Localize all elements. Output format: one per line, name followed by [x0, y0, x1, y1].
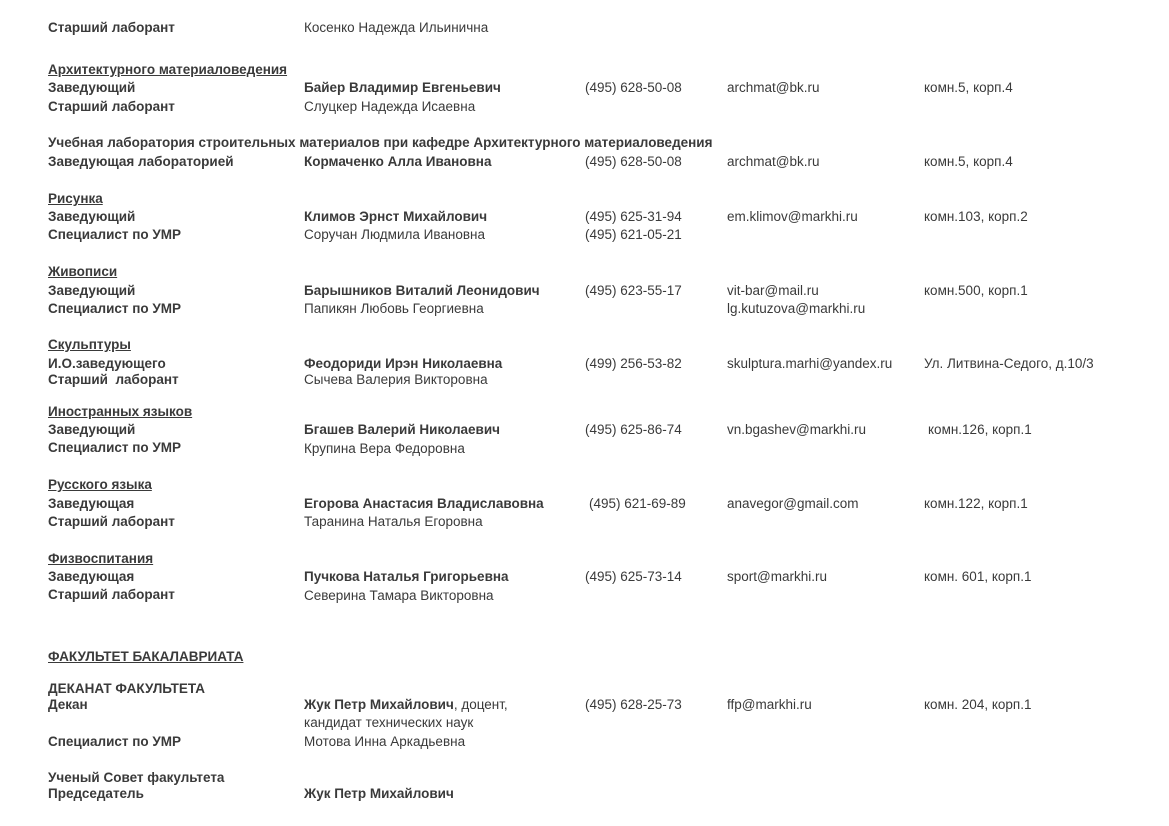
phone-number: (495) 625-86-74: [585, 422, 682, 437]
deanery-heading: ДЕКАНАТ ФАКУЛЬТЕТА: [48, 681, 206, 696]
department-heading: Иностранных языков: [48, 404, 193, 419]
person-name: Кормаченко Алла Ивановна: [304, 154, 492, 169]
person-name: Климов Эрнст Михайлович: [304, 209, 488, 224]
department-heading: Физвоспитания: [48, 551, 154, 566]
room-location: комн.122, корп.1: [924, 496, 1028, 511]
council-heading: Ученый Совет факультета: [48, 770, 225, 785]
position-label: Заведующий: [48, 209, 136, 224]
faculty-heading: ФАКУЛЬТЕТ БАКАЛАВРИАТА: [48, 649, 244, 664]
department-heading: Русского языка: [48, 477, 152, 492]
department-heading: Рисунка: [48, 191, 103, 206]
phone-number: (499) 256-53-82: [585, 356, 682, 371]
email-link[interactable]: archmat@bk.ru: [727, 154, 820, 169]
position-label: Заведующая лабораторией: [48, 154, 234, 169]
department-heading: Скульптуры: [48, 337, 131, 352]
email-link[interactable]: em.klimov@markhi.ru: [727, 209, 858, 224]
position-label: Председатель: [48, 786, 144, 801]
phone-number: (495) 628-50-08: [585, 154, 682, 169]
room-location: комн.126, корп.1: [928, 422, 1032, 437]
position-label: Специалист по УМР: [48, 301, 182, 316]
room-location: комн.500, корп.1: [924, 283, 1028, 298]
academic-rank: , доцент,: [453, 697, 508, 712]
phone-number: (495) 621-69-89: [589, 496, 686, 511]
position-label: И.О.заведующего: [48, 356, 166, 371]
position-label: Заведующая: [48, 496, 135, 511]
person-name: Жук Петр Михайлович: [304, 697, 454, 712]
email-link[interactable]: vn.bgashev@markhi.ru: [727, 422, 867, 437]
position-label: Специалист по УМР: [48, 227, 182, 242]
person-name: Жук Петр Михайлович: [304, 786, 454, 801]
position-label: Старший лаборант: [48, 514, 175, 529]
email-link[interactable]: vit-bar@mail.ru: [727, 283, 819, 298]
phone-number: (495) 625-73-14: [585, 569, 682, 584]
position-label: Специалист по УМР: [48, 440, 182, 455]
person-name: Сычева Валерия Викторовна: [304, 372, 488, 387]
room-location: комн. 204, корп.1: [924, 697, 1032, 712]
email-link[interactable]: skulptura.marhi@yandex.ru: [727, 356, 893, 371]
person-name: Крупина Вера Федоровна: [304, 441, 465, 456]
room-location: комн.5, корп.4: [924, 154, 1013, 169]
department-heading: Живописи: [48, 264, 118, 279]
position-label: Заведующий: [48, 80, 136, 95]
room-location: Ул. Литвина-Седого, д.10/3: [924, 356, 1094, 371]
phone-number: (495) 628-50-08: [585, 80, 682, 95]
person-name: Косенко Надежда Ильинична: [304, 20, 489, 35]
room-location: комн. 601, корп.1: [924, 569, 1032, 584]
position-label: Заведующий: [48, 422, 136, 437]
position-label: Заведующая: [48, 569, 135, 584]
lab-heading: Учебная лаборатория строительных материалов при кафедре Архитектурного материаловедения: [48, 135, 713, 150]
person-name: Слуцкер Надежда Исаевна: [304, 99, 476, 114]
email-link[interactable]: sport@markhi.ru: [727, 569, 827, 584]
position-label: Декан: [48, 697, 88, 712]
position-label: Специалист по УМР: [48, 734, 182, 749]
person-name-with-title: [304, 697, 508, 713]
person-name: Егорова Анастасия Владиславовна: [304, 496, 544, 511]
person-name: Северина Тамара Викторовна: [304, 588, 494, 603]
person-name: Таранина Наталья Егоровна: [304, 514, 483, 529]
phone-number: (495) 621-05-21: [585, 227, 682, 242]
position-label: Старший лаборант: [48, 20, 175, 35]
room-location: комн.103, корп.2: [924, 209, 1028, 224]
email-link[interactable]: archmat@bk.ru: [727, 80, 820, 95]
department-heading: Архитектурного материаловедения: [48, 62, 288, 77]
position-label: Старший лаборант: [48, 99, 175, 114]
person-name: Бгашев Валерий Николаевич: [304, 422, 500, 437]
email-link[interactable]: ffp@markhi.ru: [727, 697, 812, 712]
academic-degree: кандидат технических наук: [304, 715, 474, 730]
email-link[interactable]: anavegor@gmail.com: [727, 496, 859, 511]
email-link[interactable]: lg.kutuzova@markhi.ru: [727, 301, 866, 316]
person-name: Мотова Инна Аркадьевна: [304, 734, 466, 749]
phone-number: (495) 628-25-73: [585, 697, 682, 712]
position-label: Старший лаборант: [48, 587, 175, 602]
phone-number: (495) 623-55-17: [585, 283, 682, 298]
person-name: Соручан Людмила Ивановна: [304, 227, 485, 242]
position-label: Старший лаборант: [48, 372, 179, 387]
person-name: Пучкова Наталья Григорьевна: [304, 569, 509, 584]
person-name: Барышников Виталий Леонидович: [304, 283, 540, 298]
person-name: Папикян Любовь Георгиевна: [304, 301, 484, 316]
phone-number: (495) 625-31-94: [585, 209, 682, 224]
person-name: Феодориди Ирэн Николаевна: [304, 356, 503, 371]
room-location: комн.5, корп.4: [924, 80, 1013, 95]
person-name: Байер Владимир Евгеньевич: [304, 80, 501, 95]
position-label: Заведующий: [48, 283, 136, 298]
